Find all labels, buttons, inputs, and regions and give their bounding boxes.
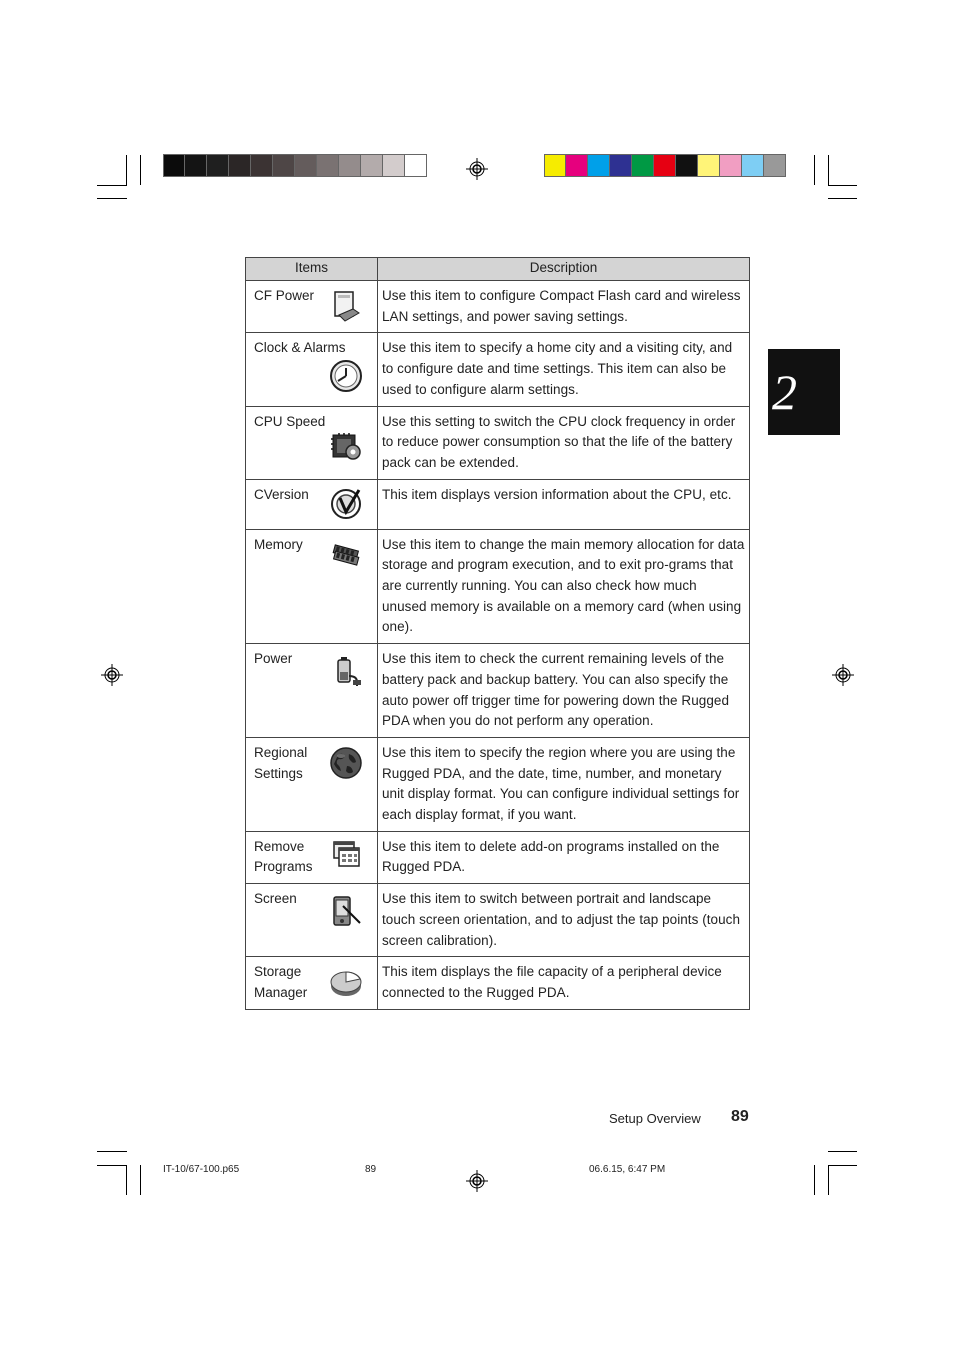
table-row bbox=[246, 831, 750, 883]
color-swatch bbox=[251, 155, 273, 176]
item-cell bbox=[246, 831, 378, 883]
table-row bbox=[246, 479, 750, 529]
item-cell bbox=[246, 737, 378, 831]
grayscale-color-bar bbox=[163, 154, 427, 177]
item-label: Regional Settings bbox=[254, 744, 308, 781]
process-color-bar bbox=[544, 154, 786, 177]
item-cell bbox=[246, 406, 378, 479]
color-swatch bbox=[544, 155, 566, 176]
item-label: Storage Manager bbox=[254, 964, 308, 1000]
crop-mark bbox=[97, 198, 127, 199]
color-swatch bbox=[273, 155, 295, 176]
globe-icon bbox=[329, 746, 363, 780]
color-swatch bbox=[720, 155, 742, 176]
color-swatch bbox=[764, 155, 786, 176]
slug-file-name: IT-10/67-100.p65 bbox=[163, 1164, 240, 1175]
table-row bbox=[246, 529, 750, 644]
description-cell: Use this item to switch between portrait and landscape touch screen orientation, and to adjust the tap points (touch screen calibration). bbox=[378, 884, 750, 957]
item-cell bbox=[246, 529, 378, 644]
registration-target-icon bbox=[101, 664, 123, 686]
color-swatch bbox=[632, 155, 654, 176]
crop-mark bbox=[97, 1165, 127, 1166]
item-cell bbox=[246, 884, 378, 957]
color-swatch bbox=[361, 155, 383, 176]
description-cell: Use this item to specify a home city and a visiting city, and to configure date and time settings. This item can also be used to configure alarm settings. bbox=[378, 333, 750, 406]
color-swatch bbox=[610, 155, 632, 176]
color-swatch bbox=[742, 155, 764, 176]
color-swatch bbox=[207, 155, 229, 176]
crop-mark bbox=[828, 198, 857, 199]
table-row bbox=[246, 737, 750, 831]
table-row bbox=[246, 644, 750, 738]
color-swatch bbox=[339, 155, 361, 176]
chapter-tab: 2 bbox=[768, 349, 840, 435]
description-cell: Use this item to configure Compact Flash card and wireless LAN settings, and power saving settings. bbox=[378, 281, 750, 333]
item-cell bbox=[246, 957, 378, 1009]
table-row bbox=[246, 281, 750, 333]
color-swatch bbox=[698, 155, 720, 176]
crop-mark bbox=[97, 1151, 127, 1152]
item-cell bbox=[246, 281, 378, 333]
item-label: CPU Speed bbox=[254, 413, 326, 429]
crop-mark bbox=[828, 155, 829, 185]
description-cell: This item displays version information about the CPU, etc. bbox=[378, 479, 750, 529]
crop-mark bbox=[126, 1165, 127, 1195]
version-icon bbox=[329, 486, 363, 520]
footer-section-title: Setup Overview bbox=[609, 1111, 701, 1126]
slug-timestamp: 06.6.15, 6:47 PM bbox=[589, 1164, 666, 1175]
slug-page-number: 89 bbox=[365, 1164, 377, 1175]
crop-mark bbox=[140, 155, 141, 185]
crop-mark bbox=[140, 1165, 141, 1195]
items-column-header: Items bbox=[246, 258, 378, 281]
clock-icon bbox=[329, 359, 363, 393]
item-label: CF Power bbox=[254, 288, 315, 303]
remove-programs-icon bbox=[329, 838, 363, 872]
color-swatch bbox=[566, 155, 588, 176]
storage-pie-icon bbox=[329, 965, 363, 999]
table-row bbox=[246, 957, 750, 1009]
battery-plug-icon bbox=[329, 654, 363, 688]
color-swatch bbox=[405, 155, 427, 176]
registration-target-icon bbox=[466, 158, 488, 180]
description-cell: Use this setting to switch the CPU clock frequency in order to reduce power consumption so that the life of the battery pack can be extended. bbox=[378, 406, 750, 479]
color-swatch bbox=[383, 155, 405, 176]
item-label: CVersion bbox=[254, 486, 309, 502]
color-swatch bbox=[676, 155, 698, 176]
page-number: 89 bbox=[731, 1108, 749, 1125]
settings-items-table bbox=[245, 257, 750, 1010]
memory-chip-icon bbox=[329, 538, 363, 572]
registration-target-icon bbox=[832, 664, 854, 686]
table-row bbox=[246, 884, 750, 957]
item-cell bbox=[246, 333, 378, 406]
crop-mark bbox=[814, 155, 815, 185]
item-cell bbox=[246, 644, 378, 738]
description-cell: Use this item to delete add-on programs installed on the Rugged PDA. bbox=[378, 831, 750, 883]
table-row bbox=[246, 406, 750, 479]
registration-target-icon bbox=[466, 1170, 488, 1192]
crop-mark bbox=[828, 1151, 857, 1152]
crop-mark bbox=[828, 1165, 829, 1195]
cf-card-icon bbox=[329, 289, 363, 323]
color-swatch bbox=[185, 155, 207, 176]
crop-mark bbox=[828, 185, 857, 186]
cpu-gear-icon bbox=[329, 429, 363, 463]
item-label: Remove Programs bbox=[254, 838, 313, 875]
description-cell: Use this item to check the current remaining levels of the battery pack and backup battery. You can also specify the auto power off trigger time for powering down the Rugged PDA when you do not perform any operation. bbox=[378, 644, 750, 738]
crop-mark bbox=[828, 1165, 857, 1166]
item-cell bbox=[246, 479, 378, 529]
description-cell: This item displays the file capacity of a peripheral device connected to the Rugged PDA. bbox=[378, 957, 750, 1009]
color-swatch bbox=[163, 155, 185, 176]
crop-mark bbox=[97, 185, 127, 186]
pda-stylus-icon bbox=[329, 894, 363, 928]
item-label: Clock & Alarms bbox=[254, 340, 346, 356]
description-cell: Use this item to change the main memory allocation for data storage and program execution, and to exit pro-grams that are currently running. You can also check how much unused memory is available on a memory card (when using one). bbox=[378, 529, 750, 644]
color-swatch bbox=[588, 155, 610, 176]
color-swatch bbox=[229, 155, 251, 176]
table-header-row bbox=[246, 258, 750, 281]
crop-mark bbox=[814, 1165, 815, 1195]
item-label: Screen bbox=[254, 891, 297, 907]
color-swatch bbox=[654, 155, 676, 176]
color-swatch bbox=[295, 155, 317, 176]
table-row bbox=[246, 333, 750, 406]
description-column-header: Description bbox=[378, 258, 750, 281]
description-cell: Use this item to specify the region where you are using the Rugged PDA, and the date, time, number, and monetary unit display format. You can configure individual settings for each display format, if you want. bbox=[378, 737, 750, 831]
color-swatch bbox=[317, 155, 339, 176]
item-label: Memory bbox=[254, 536, 303, 552]
crop-mark bbox=[126, 155, 127, 185]
item-label: Power bbox=[254, 651, 293, 667]
